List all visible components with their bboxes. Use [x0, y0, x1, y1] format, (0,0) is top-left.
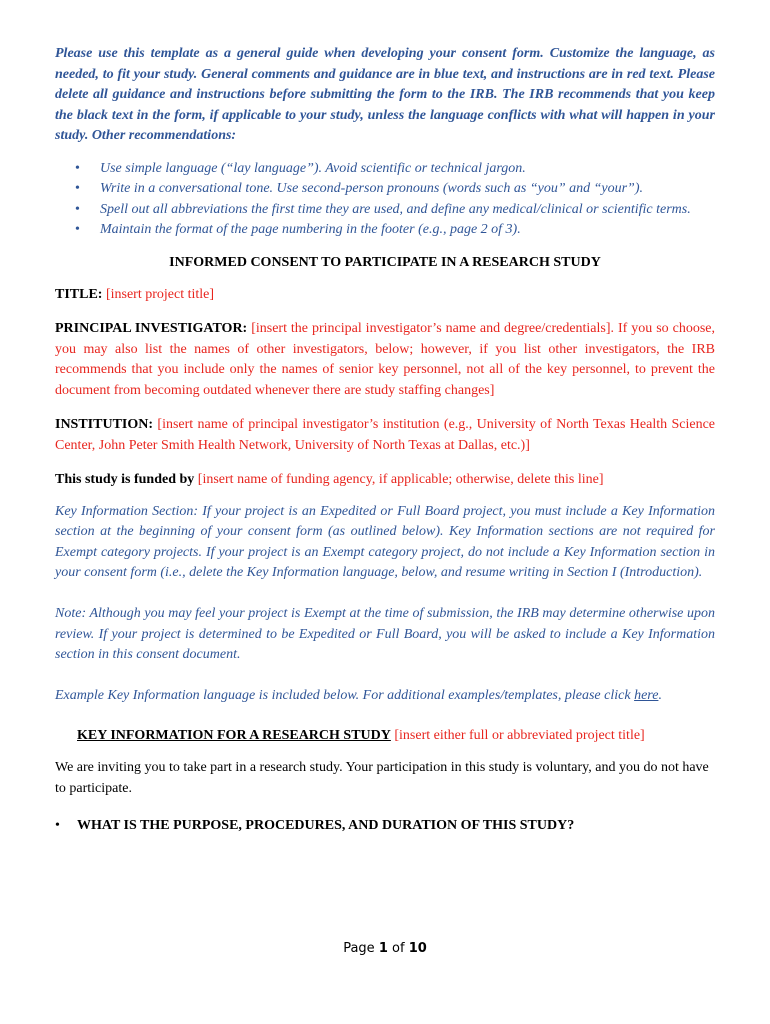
key-information-title: KEY INFORMATION FOR A RESEARCH STUDY — [77, 728, 391, 744]
recommendation-text: Spell out all abbreviations the first time they are used, and define any medical/clinical or scientific terms. — [100, 201, 691, 217]
purpose-question — [55, 818, 715, 834]
footer-total-pages: 10 — [408, 941, 427, 956]
title-line — [55, 285, 715, 306]
title-placeholder: [insert project title] — [105, 286, 215, 302]
bullet-icon: • — [75, 201, 80, 217]
recommendation-text: Maintain the format of the page numbering in the footer (e.g., page 2 of 3). — [100, 222, 521, 238]
footer-of-word: of — [392, 941, 405, 956]
key-information-intro: We are inviting you to take part in a research study. Your participation in this study is voluntary, and you do not have to participate. — [55, 760, 709, 796]
bullet-icon: • — [75, 181, 80, 197]
funding-placeholder: [insert name of funding agency, if applicable; otherwise, delete this line] — [197, 472, 604, 488]
recommendation-item — [55, 220, 715, 240]
example-guidance-text: Example Key Information language is included below. For additional examples/templates, please click — [55, 687, 631, 703]
institution-line — [55, 415, 715, 456]
example-guidance-end: . — [658, 687, 662, 703]
bullet-icon: • — [55, 817, 60, 833]
funding-label: This study is funded by — [55, 472, 195, 488]
example-guidance — [55, 686, 715, 707]
key-information-heading — [55, 728, 715, 744]
institution-label: INSTITUTION: — [55, 417, 154, 433]
recommendation-text: Write in a conversational tone. Use second-person pronouns (words such as “you” and “your”). — [100, 181, 643, 197]
key-information-placeholder: [insert either full or abbreviated project title] — [394, 728, 645, 744]
exempt-note-guidance: Note: Although you may feel your project is Exempt at the time of submission, the IRB may determine otherwise upon review. If your project is determined to be Expedited or Full Board, you will be asked to include a Key Information section in this consent document. — [55, 605, 715, 663]
footer-page-word: Page — [343, 941, 375, 956]
template-intro-guidance: Please use this template as a general guide when developing your consent form. Customize the language, as needed, to fit your study. General comments and guidance are in blue text, and instructions are in red text. Please delete all guidance and instructions before submitting the form to the IRB. The IRB recommends that you keep the black text in the form, if applicable to your study, unless the language conflicts with what will happen in your study. Other recommendations: — [55, 46, 715, 144]
principal-investigator-placeholder: [insert the principal investigator’s name and degree/credentials]. If you so choose, you may also list the names of other investigators, below; however, if you list other investigators, the IRB recommends that you include only the names of senior key personnel, not all of the key personnel, to prevent the document from becoming outdated whenever there are study staffing changes] — [55, 321, 715, 398]
here-link[interactable]: here — [634, 687, 659, 703]
bullet-icon: • — [75, 222, 80, 238]
recommendation-text: Use simple language (“lay language”). Avoid scientific or technical jargon. — [100, 160, 526, 176]
title-label: TITLE: — [55, 286, 103, 302]
page-footer — [0, 941, 770, 956]
key-info-guidance: Key Information Section: If your project is an Expedited or Full Board project, you must include a Key Information section at the beginning of your consent form (as outlined below). Key Information sections are not required for Exempt category projects. If your project is an Exempt category project, do not include a Key Information section in your consent form (i.e., delete the Key Information language, below, and resume writing in Section I (Introduction). — [55, 503, 715, 581]
recommendation-item — [55, 159, 715, 179]
recommendation-item — [55, 179, 715, 199]
bullet-icon: • — [75, 160, 80, 176]
footer-current-page: 1 — [378, 941, 388, 956]
purpose-question-text: WHAT IS THE PURPOSE, PROCEDURES, AND DURATION OF THIS STUDY? — [77, 817, 575, 833]
principal-investigator-line — [55, 319, 715, 401]
institution-placeholder: [insert name of principal investigator’s institution (e.g., University of North Texas Health Science Center, John Peter Smith Health Network, University of North Texas at Dallas, etc.)] — [55, 417, 715, 453]
recommendations-list — [55, 159, 715, 241]
funding-line — [55, 470, 715, 491]
principal-investigator-label: PRINCIPAL INVESTIGATOR: — [55, 321, 248, 337]
recommendation-item — [55, 200, 715, 220]
consent-heading: INFORMED CONSENT TO PARTICIPATE IN A RESEARCH STUDY — [169, 254, 601, 270]
